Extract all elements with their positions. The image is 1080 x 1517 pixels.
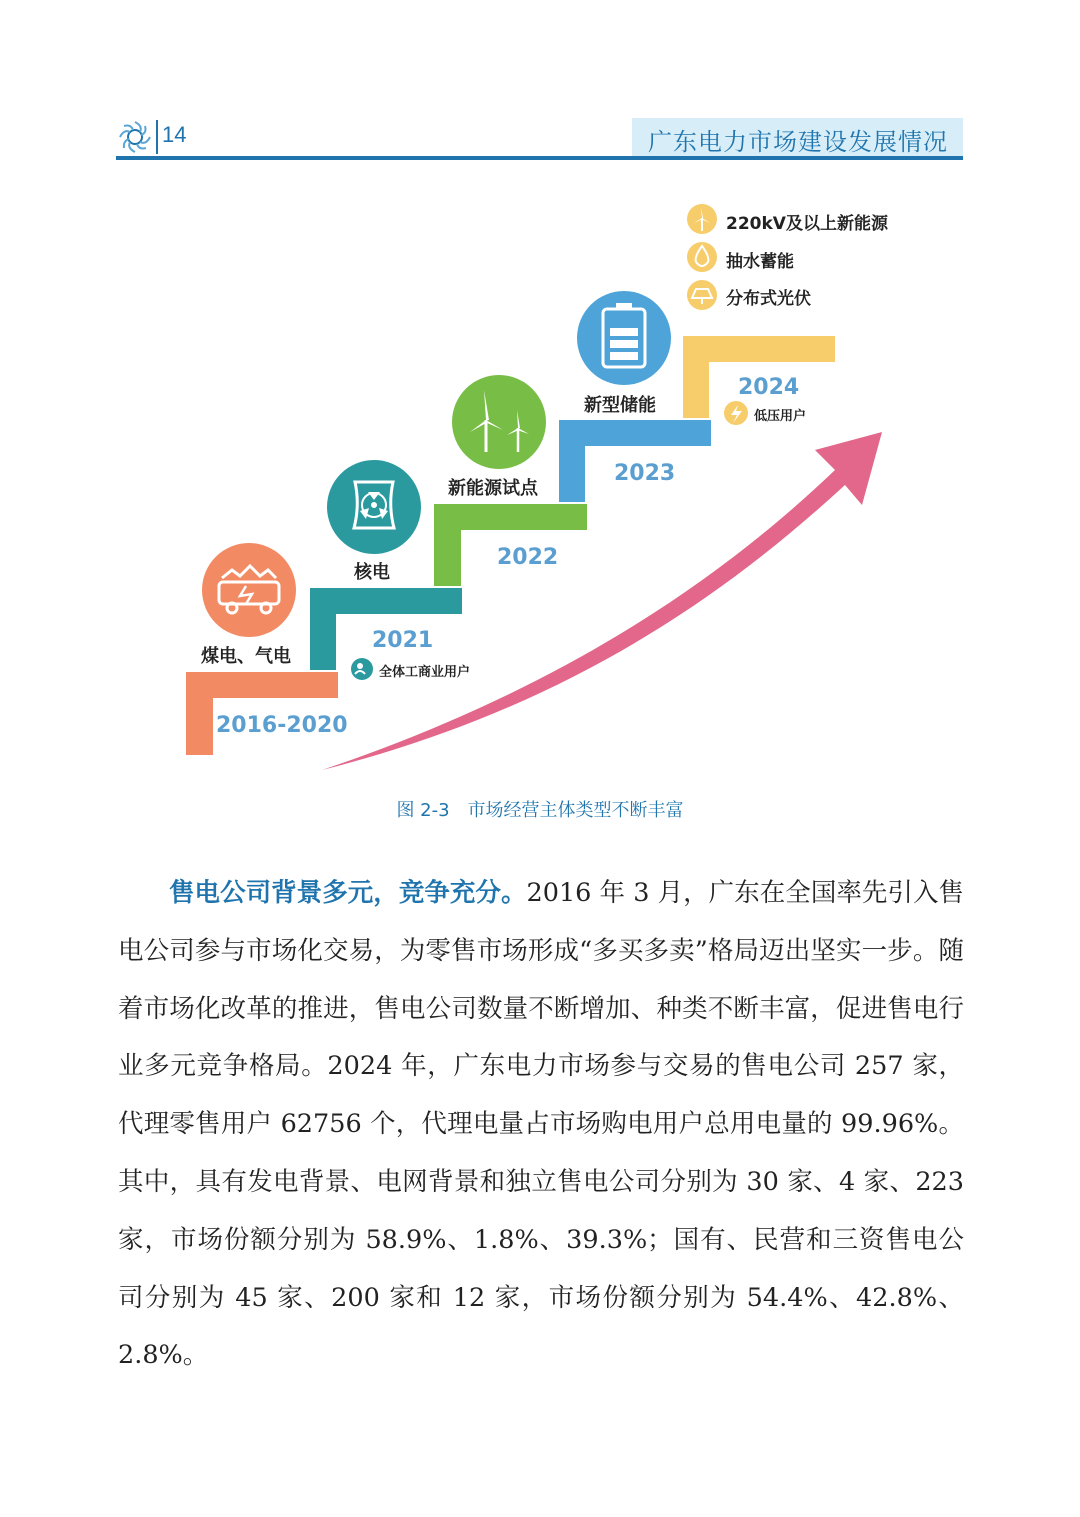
year-label-2016-2020: 2016-2020 xyxy=(216,713,348,738)
battery-icon xyxy=(577,291,671,385)
figure-caption: 图 2-3 市场经营主体类型不断丰富 xyxy=(396,800,684,821)
year-label-2023: 2023 xyxy=(614,461,676,486)
paragraph-lead: 售电公司背景多元，竞争充分。 xyxy=(169,878,527,908)
coal-cart-icon xyxy=(202,543,296,637)
legend-label-distributed-pv: 分布式光伏 xyxy=(726,289,811,309)
category-label-coal-gas: 煤电、气电 xyxy=(201,646,291,667)
year-label-2021: 2021 xyxy=(372,628,434,653)
body-paragraph xyxy=(118,865,964,1385)
user-group-icon xyxy=(351,658,373,680)
year-label-2024: 2024 xyxy=(738,375,800,400)
solar-panel-icon xyxy=(687,280,717,310)
category-label-new-energy-pilot: 新能源试点 xyxy=(448,478,538,499)
lightning-icon xyxy=(724,401,748,425)
category-label-new-storage: 新型储能 xyxy=(584,395,656,416)
paragraph-text: 2016 年 3 月，广东在全国率先引入售电公司参与市场化交易，为零售市场形成“多买多卖”格局迈出坚实一步。随着市场化改革的推进，售电公司数量不断增加、种类不断丰富，促进售电行业多元竞争格局。2024 年，广东电力市场参与交易的售电公司 257 家，代理零售用户 62756 个，代理电量占市场购电用户总用电量的 99.96%。其中，具有发电背景、电网背景和独立售电公司分别为 30 家、4 家、223 家，市场份额分别为 58.9%、1.8%、39.3%；国有、民营和三资售电公司分别为 45 家、200 家和 12 家，市场份额分别为 54.4%、42.8%、2.8%。 xyxy=(118,878,964,1371)
water-drop-icon xyxy=(687,242,717,272)
year-label-2022: 2022 xyxy=(497,545,559,570)
page-number: 14 xyxy=(162,122,187,147)
legend-label-pumped-storage: 抽水蓄能 xyxy=(726,252,794,272)
sub-label-low-voltage-users: 低压用户 xyxy=(754,409,807,424)
legend-label-220kv: 220kV及以上新能源 xyxy=(726,214,888,234)
header-title: 广东电力市场建设发展情况 xyxy=(648,128,948,156)
sub-label-all-commercial-users: 全体工商业用户 xyxy=(379,665,471,680)
wind-turbine-icon xyxy=(452,375,546,469)
nuclear-plant-icon xyxy=(327,460,421,554)
wind-icon xyxy=(687,204,717,234)
category-label-nuclear: 核电 xyxy=(354,562,390,583)
